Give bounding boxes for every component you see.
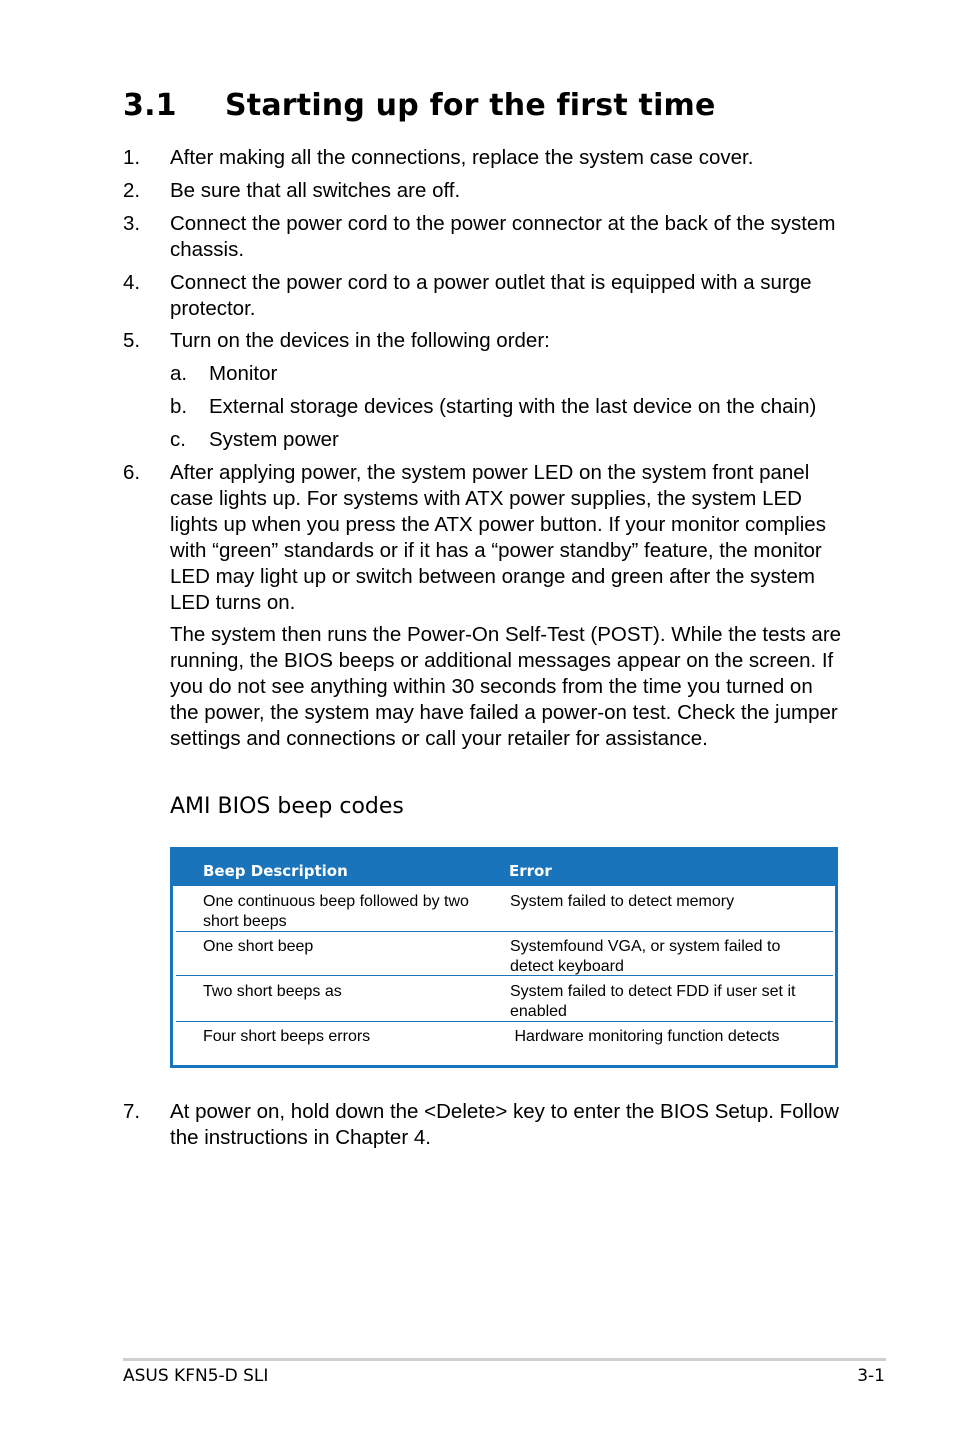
substep-letter: b. [170, 395, 188, 418]
substep-text: Monitor [209, 362, 278, 385]
step-number: 1. [123, 146, 141, 169]
row-divider [176, 975, 833, 976]
step-number: 7. [123, 1100, 141, 1123]
beep-cell: One continuous beep followed by two short beeps [203, 893, 469, 930]
footer-divider [123, 1358, 886, 1361]
substep-text: System power [209, 428, 339, 451]
step-number: 3. [123, 212, 141, 235]
table-header [173, 850, 835, 886]
step-number: 6. [123, 461, 141, 484]
section-title-text: Starting up for the first time [225, 88, 716, 123]
row-divider [176, 931, 833, 932]
substep-text: External storage devices (starting with the last device on the chain) [209, 395, 817, 418]
row-divider [176, 1021, 833, 1022]
step-text: Turn on the devices in the following order: [170, 329, 550, 352]
error-cell: Hardware monitoring function detects [510, 1028, 780, 1045]
error-cell: System failed to detect memory [510, 893, 735, 910]
beep-cell: Four short beeps errors [203, 1028, 371, 1045]
step-number: 4. [123, 271, 141, 294]
step-text: Connect the power cord to the power connector at the back of the system chassis. [170, 212, 836, 261]
step-text: After making all the connections, replace the system case cover. [170, 146, 754, 169]
error-cell: System failed to detect FDD if user set it enabled [510, 983, 805, 1020]
step-text: At power on, hold down the <Delete> key to enter the BIOS Setup. Follow the instructions in Chapter 4. [170, 1100, 839, 1149]
step-text: Be sure that all switches are off. [170, 179, 461, 202]
post-paragraph: The system then runs the Power-On Self-Test (POST). While the tests are running, the BIOS beeps or additional messages appear on the screen. If you do not see anything within 30 seconds from the time you turned on the power, the system may have failed a power-on test. Check the jumper settings and connections or call your retailer for assistance. [170, 623, 842, 750]
substep-letter: c. [170, 428, 186, 451]
section-number: 3.1 [123, 88, 177, 123]
footer-product-name: ASUS KFN5-D SLI [123, 1366, 269, 1386]
beep-codes-table [170, 847, 838, 1068]
error-cell: Systemfound VGA, or system failed to detect keyboard [510, 938, 781, 975]
step-text: Connect the power cord to a power outlet that is equipped with a surge protector. [170, 271, 812, 320]
beep-codes-heading: AMI BIOS beep codes [170, 794, 404, 819]
step-number: 2. [123, 179, 141, 202]
column-header-error: Error [509, 862, 552, 880]
column-header-beep-description: Beep Description [203, 862, 348, 880]
substep-letter: a. [170, 362, 188, 385]
beep-cell: Two short beeps as [203, 983, 342, 1000]
step-text: After applying power, the system power LED on the system front panel case lights up. For systems with ATX power supplies, the system LED lights up when you press the ATX power button. If your monitor complies with “green” standards or if it has a “power standby” feature, the monitor LED may light up or switch between orange and green after the system LED turns on. [170, 461, 826, 614]
footer-page-number: 3-1 [857, 1366, 885, 1386]
step-number: 5. [123, 329, 141, 352]
section-title [123, 88, 716, 123]
beep-cell: One short beep [203, 938, 314, 955]
